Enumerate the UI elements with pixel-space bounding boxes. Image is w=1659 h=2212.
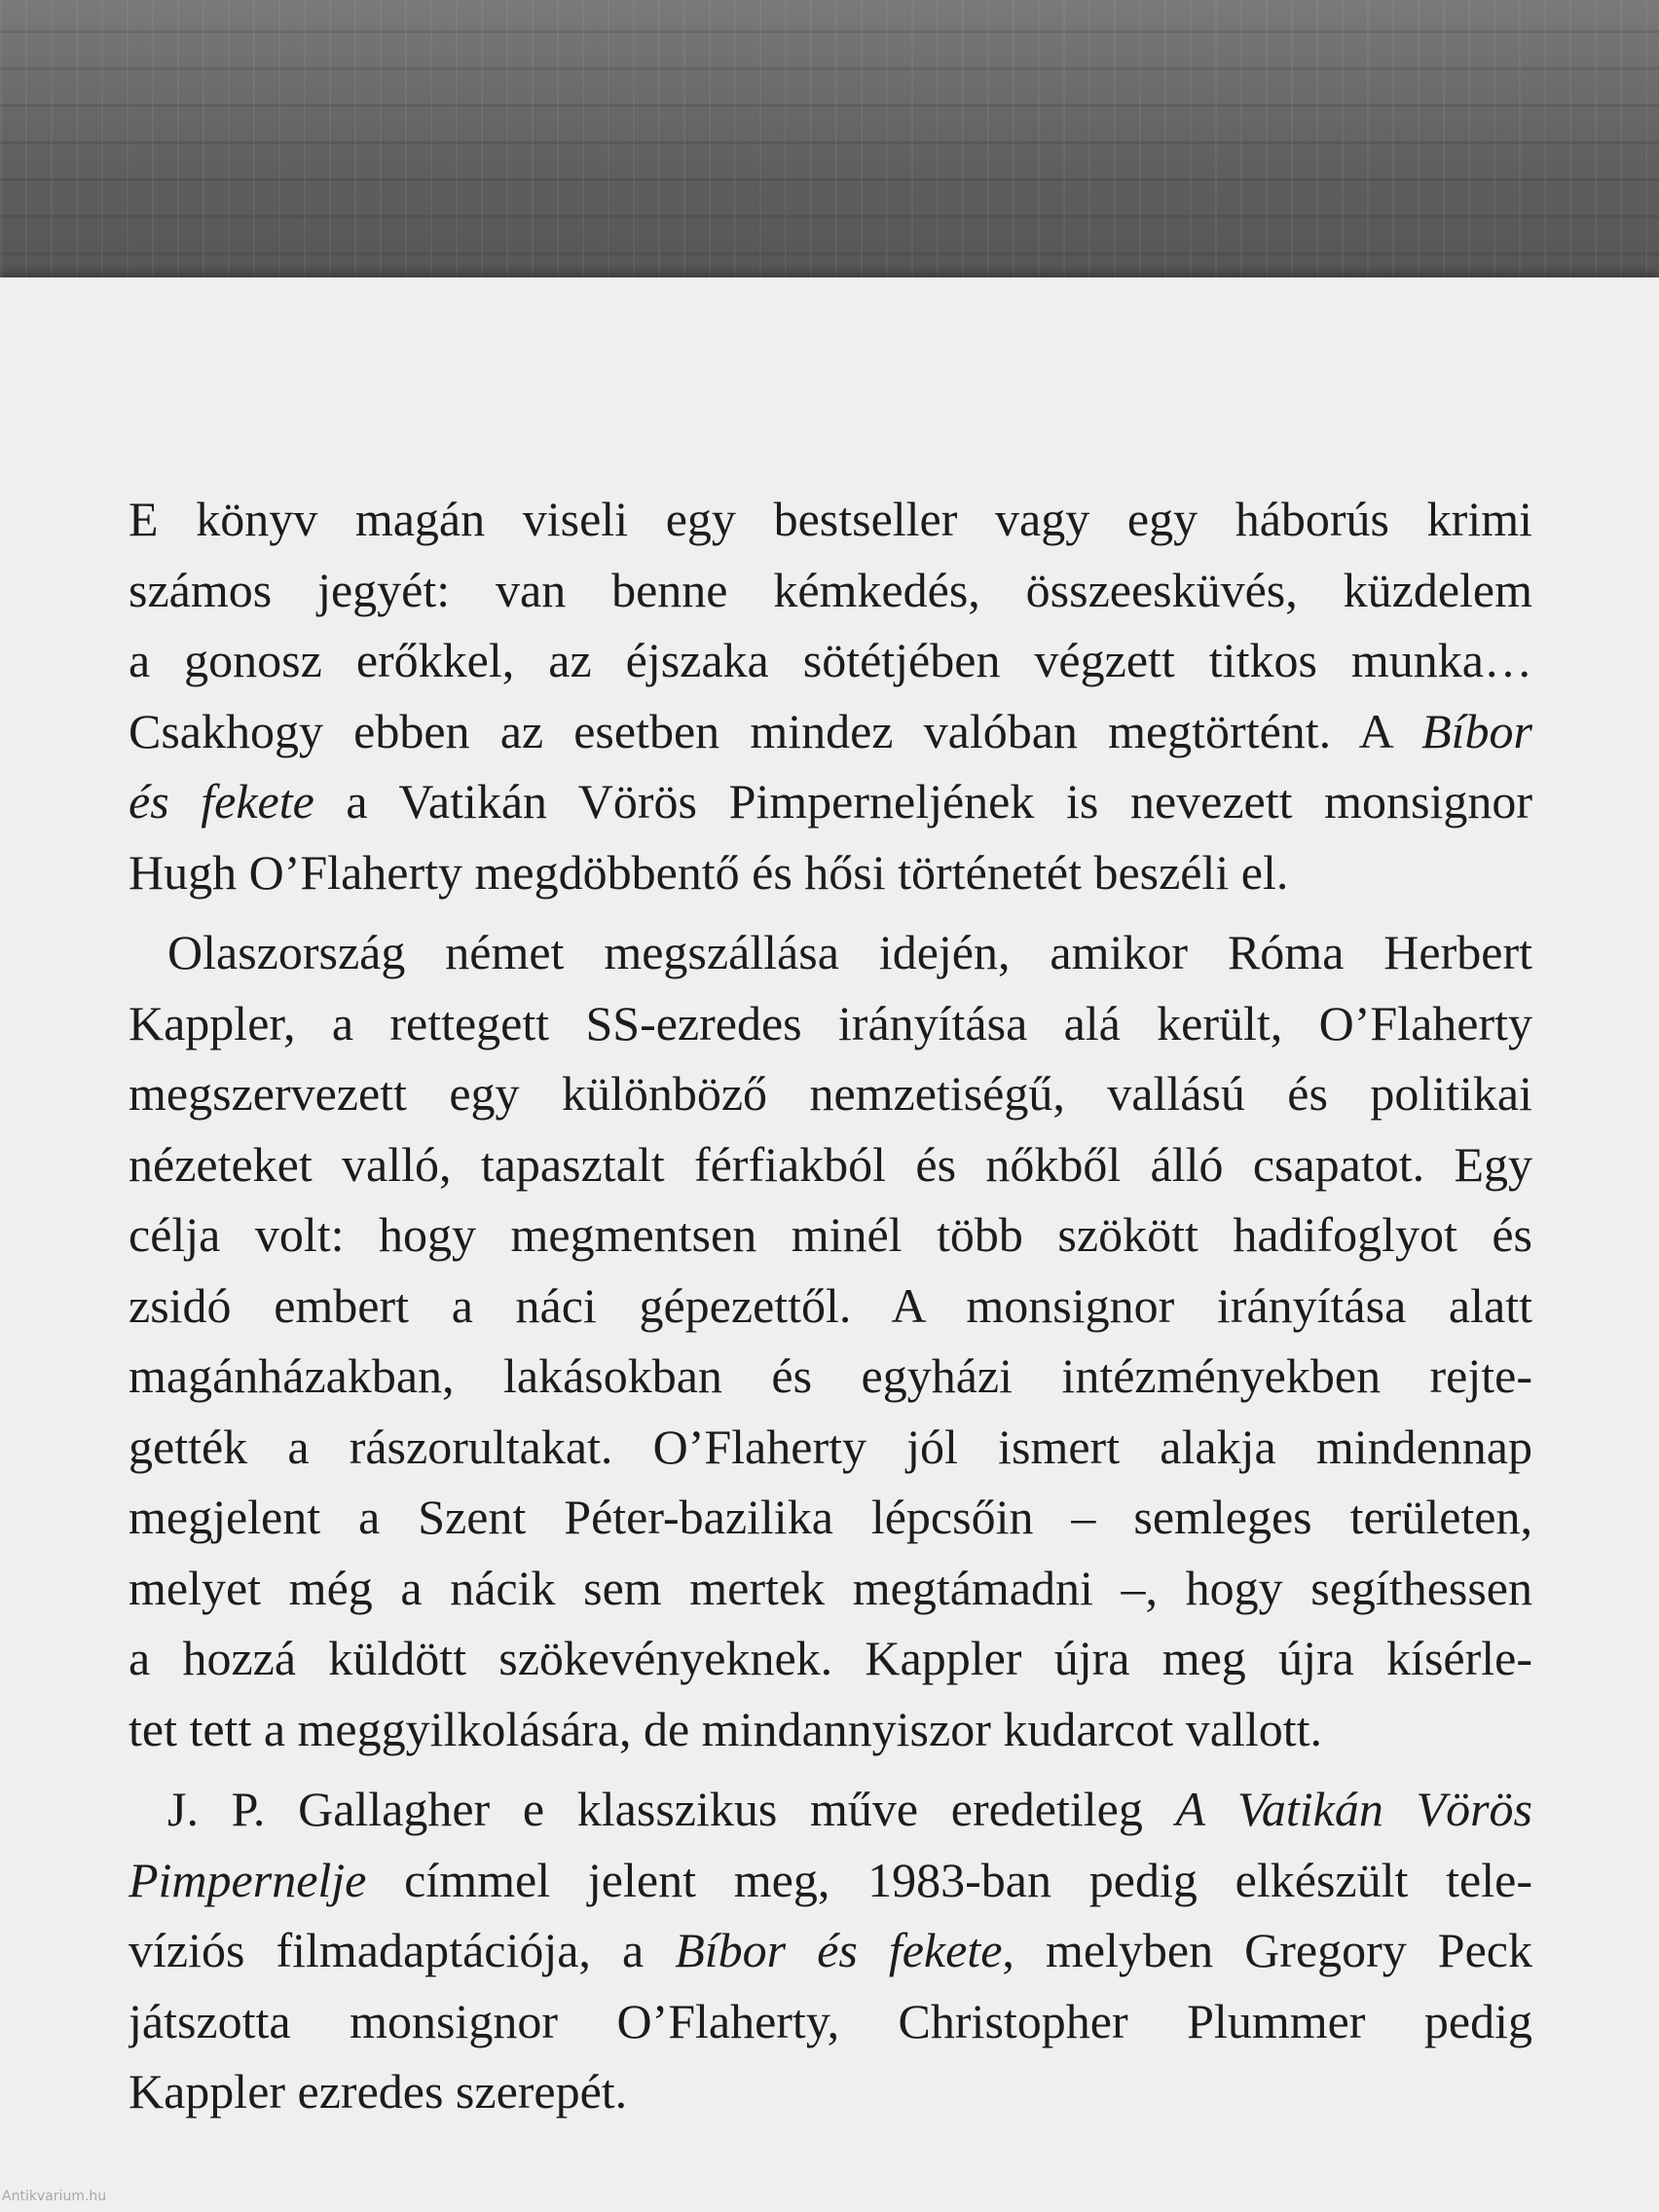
book-page [0, 277, 1659, 2212]
paragraph-3 [129, 1774, 1532, 2127]
text-line: magánházakban, lakásokban és egyházi intézményekben rejte- [129, 1348, 1532, 1403]
text-line: Pimpernelje címmel jelent meg, 1983-ban pedig elkészült tele- [129, 1852, 1532, 1907]
paragraph-2 [129, 917, 1532, 1764]
text-line: megszervezett egy különböző nemzetiségű, vallású és politikai [129, 1066, 1532, 1121]
text-line: Csakhogy ebben az esetben mindez valóban megtörtént. A Bíbor [129, 703, 1532, 758]
book-title-italic: és fekete [129, 774, 314, 829]
text-line: zsidó embert a náci gépezettől. A monsignor irányítása alatt [129, 1277, 1532, 1333]
text-line: víziós filmadaptációja, a Bíbor és fekete, melyben Gregory Peck [129, 1923, 1532, 1977]
back-cover-blurb [129, 484, 1532, 2127]
text-line: játszotta monsignor O’Flaherty, Christopher Plummer pedig [129, 1993, 1532, 2048]
text-line: megjelent a Szent Péter-bazilika lépcsőin – semleges területen, [129, 1490, 1532, 1544]
text-line: E könyv magán viseli egy bestseller vagy egy háborús krimi [129, 492, 1532, 546]
book-title-italic: Bíbor [1421, 703, 1532, 758]
text-line: a gonosz erőkkel, az éjszaka sötétjében végzett titkos munka… [129, 633, 1532, 687]
text-line: a hozzá küldött szökevényeknek. Kappler újra meg újra kísérle- [129, 1631, 1532, 1685]
text-line: és fekete a Vatikán Vörös Pimperneljének is nevezett monsignor [129, 774, 1532, 829]
text-line: Kappler ezredes szerepét. [129, 2064, 628, 2119]
text-line: számos jegyét: van benne kémkedés, összeesküvés, küzdelem [129, 562, 1532, 617]
text-line: célja volt: hogy megmentsen minél több szökött hadifoglyot és [129, 1207, 1532, 1262]
watermark: Antikvarium.hu [2, 2189, 107, 2204]
text-line: melyet még a nácik sem mertek megtámadni –, hogy segíthessen [129, 1560, 1532, 1615]
text-line: gették a rászorultakat. O’Flaherty jól ismert alakja mindennap [129, 1419, 1532, 1474]
original-title-italic: A Vatikán Vörös [1175, 1782, 1532, 1836]
text-line: Kappler, a rettegett SS-ezredes irányítása alá került, O’Flaherty [129, 995, 1532, 1051]
text-line: J. P. Gallagher e klasszikus műve eredetileg A Vatikán Vörös [167, 1782, 1532, 1836]
paragraph-1 [129, 484, 1532, 907]
text-line: Hugh O’Flaherty megdöbbentő és hősi történetét beszéli el. [129, 844, 1289, 900]
table-surface-background [0, 0, 1659, 292]
film-title-italic: Bíbor és fekete [675, 1923, 1003, 1977]
text-line: Olaszország német megszállása idején, amikor Róma Herbert [167, 925, 1532, 979]
original-title-italic: Pimpernelje [129, 1852, 367, 1907]
text-line: nézeteket valló, tapasztalt férfiakból és nőkből álló csapatot. Egy [129, 1136, 1532, 1192]
text-line: tet tett a meggyilkolására, de mindannyiszor kudarcot vallott. [129, 1701, 1323, 1756]
